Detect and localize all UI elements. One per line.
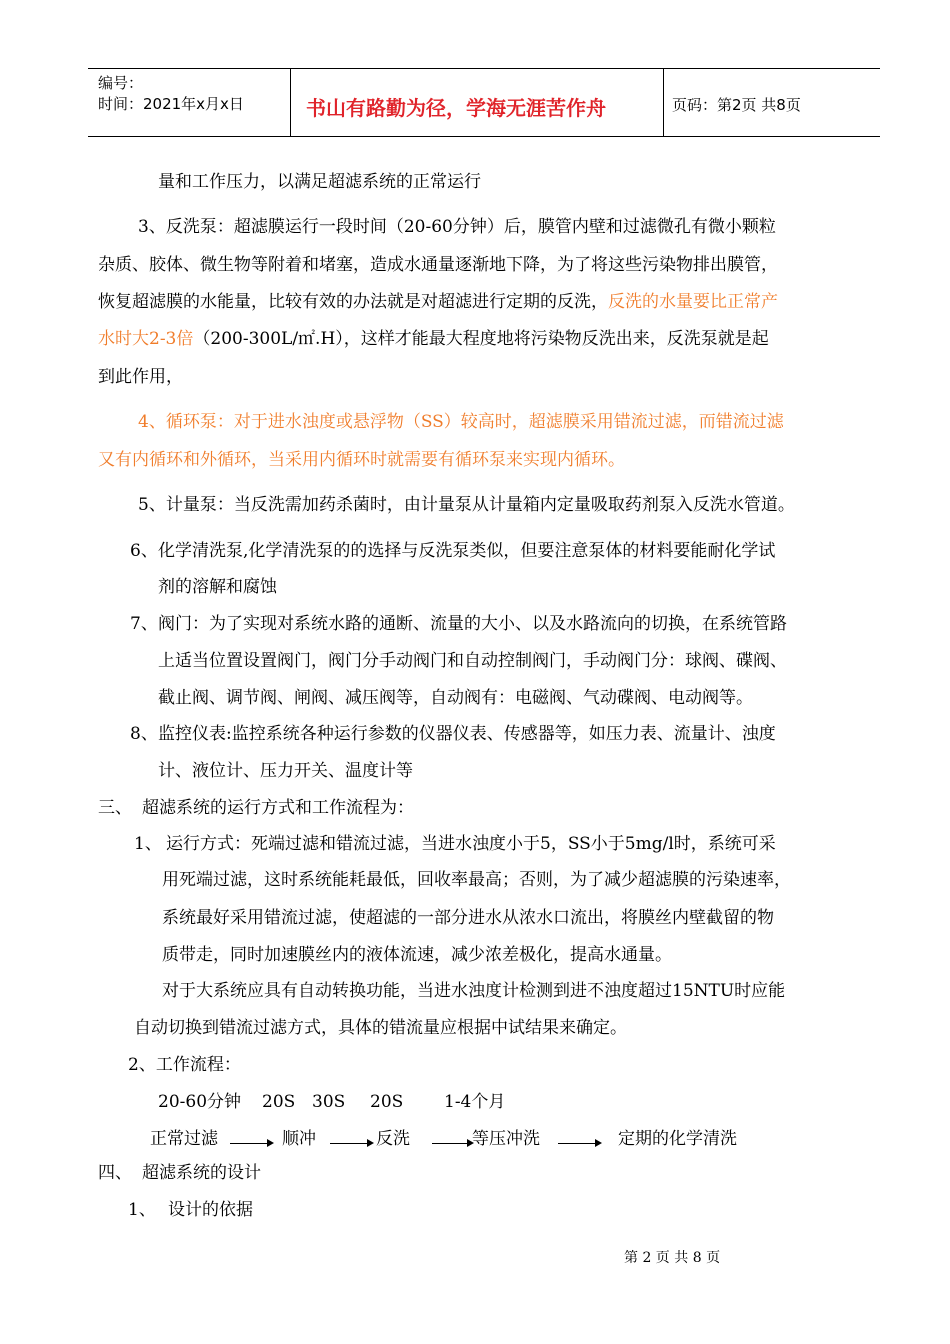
text-line: 质带走，同时加速膜丝内的液体流速，减少浓差极化，提高水通量。 — [162, 945, 672, 965]
section-title: 超滤系统的运行方式和工作流程为： — [142, 798, 414, 818]
text-line: 化学清洗泵,化学清洗泵的的选择与反洗泵类似，但要注意泵体的材料要能耐化学试 — [158, 541, 776, 561]
subsection-title: 2、工作流程： — [128, 1055, 241, 1075]
text-line: 监控仪表:监控系统各种运行参数的仪器仪表、传感器等，如压力表、流量计、浊度 — [158, 724, 776, 744]
page-footer: 第 2 页 共 8 页 — [624, 1250, 721, 1266]
text-line: 自动切换到错流过滤方式，具体的错流量应根据中试结果来确定。 — [134, 1018, 627, 1038]
flow-time: 1-4个月 — [444, 1092, 506, 1112]
highlight-text: 反洗的水量要比正常产 — [608, 292, 778, 312]
text-line — [98, 326, 769, 352]
section-number: 三、 — [98, 798, 132, 818]
flow-step: 顺冲 — [282, 1129, 316, 1149]
highlight-text: 水时大2-3倍 — [98, 329, 194, 349]
flow-time: 20S — [370, 1092, 404, 1112]
header-divider-right — [663, 68, 664, 136]
list-number: 1、 — [134, 834, 162, 854]
header-slogan: 书山有路勤为径，学海无涯苦作舟 — [306, 96, 606, 120]
text-line: 计、液位计、压力开关、温度计等 — [158, 761, 413, 781]
section-title: 超滤系统的设计 — [142, 1163, 261, 1183]
section-number: 四、 — [98, 1163, 132, 1183]
text-line: 用死端过滤，这时系统能耗最低，回收率最高；否则，为了减少超滤膜的污染速率， — [162, 870, 791, 890]
text-line: 系统最好采用错流过滤，使超滤的一部分进水从浓水口流出，将膜丝内壁截留的物 — [162, 908, 774, 928]
flow-time: 20S — [262, 1092, 296, 1112]
header-code: 编号： — [98, 74, 144, 92]
text-line: 到此作用， — [98, 367, 183, 387]
flow-arrow — [230, 1143, 272, 1144]
header-time: 时间：2021年x月x日 — [98, 95, 244, 113]
text-line: 上适当位置设置阀门，阀门分手动阀门和自动控制阀门，手动阀门分：球阀、碟阀、 — [158, 651, 787, 671]
list-number: 7、 — [130, 614, 158, 634]
text-line: 杂质、胶体、微生物等附着和堵塞，造成水通量逐渐地下降，为了将这些污染物排出膜管， — [98, 255, 778, 275]
flow-time: 20-60分钟 — [158, 1092, 242, 1112]
list-number: 6、 — [130, 541, 158, 561]
flow-step: 定期的化学清洗 — [618, 1129, 737, 1149]
text-line: 截止阀、调节阀、闸阀、减压阀等，自动阀有：电磁阀、气动碟阀、电动阀等。 — [158, 688, 753, 708]
text-line: 阀门：为了实现对系统水路的通断、流量的大小、以及水路流向的切换，在系统管路 — [158, 614, 787, 634]
list-number: 1、 — [128, 1200, 156, 1220]
flow-step: 正常过滤 — [150, 1129, 218, 1149]
flow-arrow — [330, 1143, 372, 1144]
text-line: 对于大系统应具有自动转换功能，当进水浊度计检测到进不浊度超过15NTU时应能 — [162, 981, 786, 1001]
flow-arrow — [558, 1143, 600, 1144]
text-line: 量和工作压力，以满足超滤系统的正常运行 — [158, 172, 481, 192]
header-top-rule — [88, 68, 880, 69]
text-segment: （200-300L/㎡.H），这样才能最大程度地将污染物反洗出来，反洗泵就是起 — [193, 329, 769, 349]
text-line: 剂的溶解和腐蚀 — [158, 577, 277, 597]
flow-step: 等压冲洗 — [472, 1129, 540, 1149]
text-line: 运行方式：死端过滤和错流过滤，当进水浊度小于5，SS小于5mg/l时，系统可采 — [166, 834, 776, 854]
text-line — [98, 289, 778, 315]
text-segment: 恢复超滤膜的水能量，比较有效的办法就是对超滤进行定期的反洗， — [98, 292, 608, 312]
subsection-title: 设计的依据 — [168, 1200, 253, 1220]
flow-time: 30S — [312, 1092, 346, 1112]
list-number: 8、 — [130, 724, 158, 744]
flow-arrow — [432, 1143, 472, 1144]
text-line: 5、计量泵：当反洗需加药杀菌时，由计量泵从计量箱内定量吸取药剂泵入反洗水管道。 — [138, 495, 795, 515]
text-line: 3、反洗泵：超滤膜运行一段时间（20-60分钟）后，膜管内壁和过滤微孔有微小颗粒 — [138, 217, 776, 237]
text-line: 又有内循环和外循环，当采用内循环时就需要有循环泵来实现内循环。 — [98, 450, 625, 470]
header-page: 页码：第2页 共8页 — [672, 96, 801, 114]
flow-step: 反洗 — [376, 1129, 410, 1149]
text-line: 4、循环泵：对于进水浊度或悬浮物（SS）较高时，超滤膜采用错流过滤，而错流过滤 — [138, 412, 784, 432]
header-bottom-rule — [88, 136, 880, 137]
header-divider-left — [290, 68, 291, 136]
